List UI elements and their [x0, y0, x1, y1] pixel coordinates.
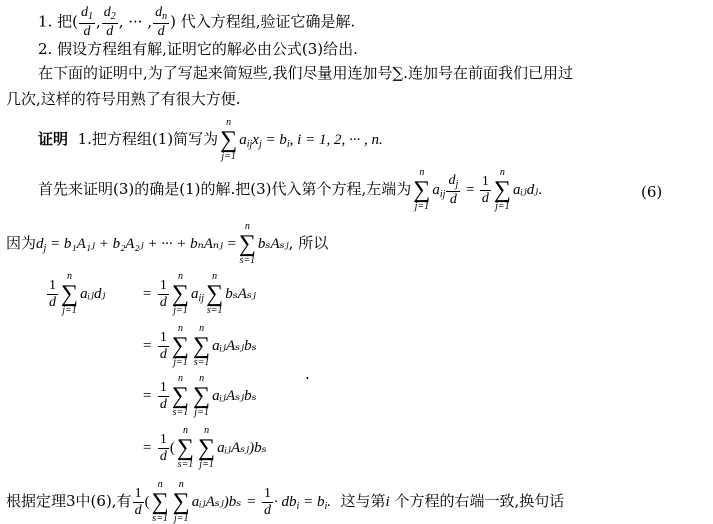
para1-text-b: .连加号在前面我们已用过	[403, 64, 574, 82]
fraction-1-d: $\frac{1}{d}$	[481, 173, 489, 206]
fraction-d1-d: $\frac{d_1}{d}$	[80, 5, 93, 39]
equation-number: (6)	[641, 183, 663, 201]
final-text-a: 根据定理3中(6),有	[6, 492, 132, 510]
derivation-line-2: = $\frac{1}{d}$ n ∑ j=1 n ∑ s=1 aᵢⱼAₛⱼbₛ	[142, 323, 257, 368]
fraction-d2-d: $\frac{d_2}{d}$	[103, 5, 116, 39]
proof-label: 证明	[38, 130, 69, 148]
sum-s: n ∑ s=1	[238, 221, 256, 266]
para4-text-a: 因为	[6, 234, 37, 252]
fraction-dn-d: $\frac{d_n}{d}$	[155, 5, 168, 39]
sum-j-2: n ∑ j=1	[413, 167, 431, 212]
final-text-c: 个方程的右端一致,换句话	[394, 492, 565, 510]
para4-text-b: , 所以	[288, 234, 329, 252]
proof-line: 证明 1.把方程组(1)简写为 n ∑ j=1 $a_{ij}x_j = b_i$, i = 1, 2, ··· , n.	[38, 117, 383, 162]
para1-text-a: 在下面的证明中,为了写起来简短些,我们尽量用连加号	[38, 64, 393, 82]
derivation-line-3: = $\frac{1}{d}$ n ∑ s=1 n ∑ j=1 aᵢⱼAₛⱼbₛ	[142, 373, 257, 418]
proof-text: 1.把方程组(1)简写为	[77, 130, 219, 148]
item-1: 1. 把( $\frac{d_1}{d}$ , $\frac{d_2}{d}$ , ··· , $\frac{d_n}{d}$ ) 代入方程组,验证它确是解.	[38, 5, 356, 39]
derivation-lhs: $\frac{1}{d}$ n ∑ j=1 aᵢⱼdⱼ	[49, 271, 106, 316]
fraction-dj-d: $\frac{d_j}{d}$	[448, 172, 459, 207]
sum-j: n ∑ j=1	[220, 117, 238, 162]
sum-symbol: ∑	[392, 64, 404, 82]
paragraph-3: 首先来证明(3)的确是(1)的解.把(3)代入第个方程,左端为 n ∑ j=1 $a_{ij}$ $\frac{d_j}{d}$ = $\frac{1}{d}$ n ∑ j=1 aᵢⱼdⱼ.	[38, 167, 543, 212]
para3-text: 首先来证明(3)的确是(1)的解.把(3)代入第个方程,左端为	[38, 180, 412, 198]
sum-j-3: n ∑ j=1	[493, 167, 511, 212]
derivation-line-1: = $\frac{1}{d}$ n ∑ j=1 $a_{ij}$ n ∑ s=1 bₛAₛⱼ	[142, 271, 256, 316]
item-1-prefix: 1. 把(	[38, 12, 78, 31]
paragraph-4: 因为$d_j$ = b₁A₁ⱼ + b₂A₂ⱼ + ··· + bₙAₙⱼ = n ∑ s=1 bₛAₛⱼ, 所以	[6, 221, 329, 266]
paragraph-1-line-1	[38, 62, 573, 83]
item-2: 2. 假设方程组有解,证明它的解必由公式(3)给出.	[38, 40, 358, 58]
derivation-period: .	[305, 365, 310, 383]
final-line: 根据定理3中(6),有 $\frac{1}{d}$ ( n ∑ s=1 n ∑ j=1 aᵢⱼAₛⱼ)bₛ = $\frac{1}{d}$ · $db_i = b_i$. 这与第i 个方程的右端一致,换句话	[6, 479, 565, 524]
final-text-b: 这与第	[340, 492, 386, 510]
item-1-suffix: ) 代入方程组,验证它确是解.	[170, 12, 356, 31]
paragraph-1-line-2: 几次,这样的符号用熟了有很大方便.	[6, 90, 241, 108]
derivation-line-4: = $\frac{1}{d}$ ( n ∑ s=1 n ∑ j=1 aᵢⱼAₛⱼ)bₛ	[142, 425, 267, 470]
